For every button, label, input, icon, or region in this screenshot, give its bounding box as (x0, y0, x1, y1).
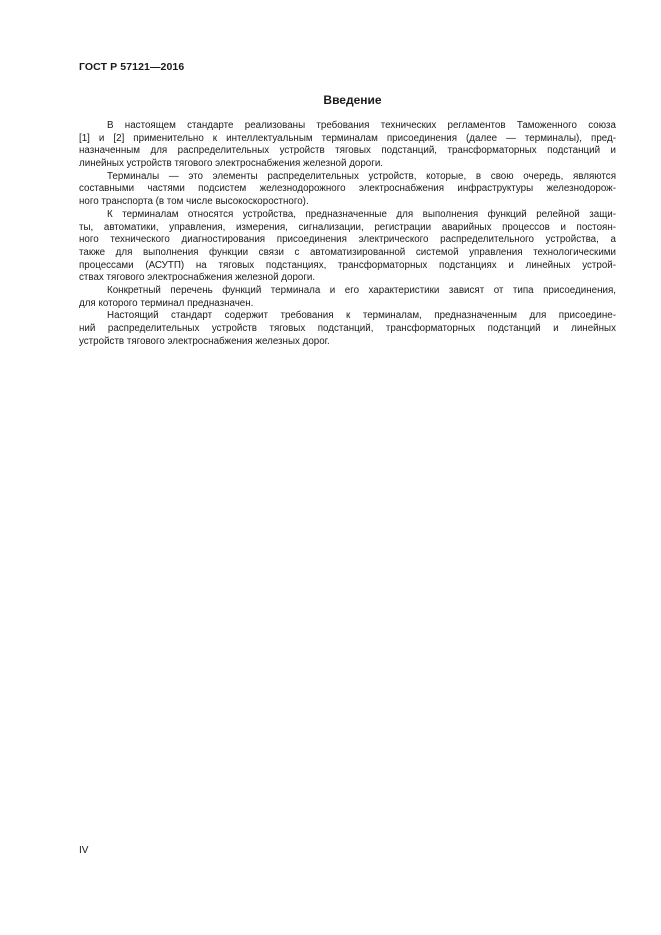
paragraph-5 (79, 310, 616, 348)
paragraph-line: Настоящий стандарт содержит требования к терминалам, предназначенным для присоедине- (107, 310, 616, 322)
paragraph-line: ствах тягового электроснабжения железной дороги. (79, 272, 316, 284)
paragraph-line: также для выполнения функции связи с автоматизированной системой управления технологическими (79, 246, 616, 258)
standard-id-header: ГОСТ Р 57121—2016 (79, 61, 185, 73)
paragraph-line: составными частями подсистем железнодорожного электроснабжения инфраструктуры железнодорож- (79, 183, 616, 195)
paragraph-3 (79, 209, 616, 285)
paragraph-line: ного технического диагностирования присоединения электрического распределительного устройства, а (79, 234, 616, 246)
paragraph-line: [1] и [2] применительно к интеллектуальным терминалам присоединения (далее — терминалы), пред- (79, 132, 616, 144)
paragraph-line: устройств тягового электроснабжения железных дорог. (79, 335, 330, 347)
section-title: Введение (323, 93, 382, 107)
paragraph-line: ний распределительных устройств тяговых подстанций, трансформаторных подстанций и линейных (79, 323, 616, 334)
paragraph-line: Конкретный перечень функций терминала и его характеристики зависят от типа присоединения, (107, 284, 616, 296)
paragraph-line: К терминалам относятся устройства, предназначенные для выполнения функций релейной защи- (107, 208, 616, 220)
paragraph-line: ты, автоматики, управления, измерения, сигнализации, регистрации аварийных процессов и постоян- (79, 221, 616, 233)
paragraph-2 (79, 171, 616, 209)
paragraph-line: процессами (АСУТП) на тяговых подстанциях, трансформаторных подстанциях и линейных устрой- (79, 259, 616, 271)
paragraph-line: назначенным для распределительных устройств тяговых подстанций, трансформаторных подстанций и (79, 145, 616, 157)
body-text (79, 120, 616, 348)
paragraph-line: В настоящем стандарте реализованы требования технических регламентов Таможенного союза (107, 120, 616, 131)
paragraph-4 (79, 285, 616, 310)
page-number: IV (79, 845, 89, 856)
paragraph-1 (79, 120, 616, 171)
paragraph-line: для которого терминал предназначен. (79, 297, 254, 309)
paragraph-line: ного транспорта (в том числе высокоскоростного). (79, 196, 309, 208)
paragraph-line: Терминалы — это элементы распределительных устройств, которые, в свою очередь, являются (107, 170, 616, 182)
paragraph-line: линейных устройств тягового электроснабжения железной дороги. (79, 158, 384, 170)
